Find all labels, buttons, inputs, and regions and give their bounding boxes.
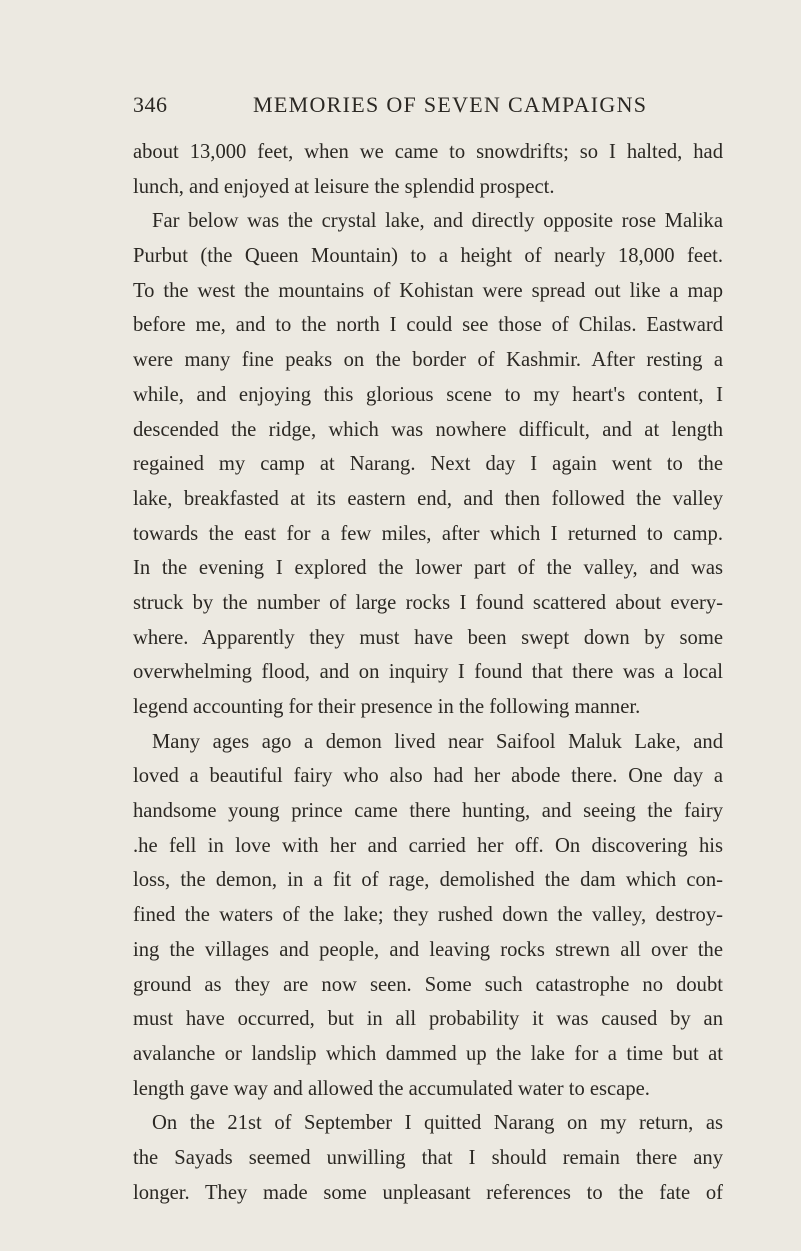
- text-line: ground as they are now seen. Some such catastrophe no doubt: [133, 973, 723, 996]
- text-line: about 13,000 feet, when we came to snowdrifts; so I halted, had: [133, 141, 723, 163]
- text-line: overwhelming flood, and on inquiry I found that there was a local: [133, 661, 723, 684]
- text-line: fined the waters of the lake; they rushed down the valley, destroy-: [133, 904, 723, 927]
- text-line: while, and enjoying this glorious scene to my heart's content, I: [133, 383, 723, 406]
- text-line: Many ages ago a demon lived near Saifool Maluk Lake, and: [152, 730, 723, 753]
- text-line: On the 21st of September I quitted Narang on my return, as: [152, 1112, 723, 1135]
- text-line: avalanche or landslip which dammed up the lake for a time but at: [133, 1042, 723, 1065]
- text-line: loss, the demon, in a fit of rage, demolished the dam which con-: [133, 869, 723, 892]
- text-line: must have occurred, but in all probability it was caused by an: [133, 1008, 723, 1031]
- running-head: [133, 92, 733, 122]
- text-line: loved a beautiful fairy who also had her abode there. One day a: [133, 765, 723, 788]
- text-line: In the evening I explored the lower part of the valley, and was: [133, 557, 723, 580]
- text-line: towards the east for a few miles, after which I returned to camp.: [133, 522, 723, 545]
- page-number: 346: [133, 92, 168, 117]
- text-line: ing the villages and people, and leaving rocks strewn all over the: [133, 938, 723, 961]
- body-text: [133, 135, 723, 1210]
- text-line: before me, and to the north I could see those of Chilas. Eastward: [133, 314, 723, 337]
- text-line: legend accounting for their presence in the following manner.: [133, 696, 641, 718]
- text-line: descended the ridge, which was nowhere difficult, and at length: [133, 418, 723, 441]
- text-line: struck by the number of large rocks I found scattered about every-: [133, 591, 723, 614]
- text-line: were many fine peaks on the border of Kashmir. After resting a: [133, 349, 723, 372]
- text-line: handsome young prince came there hunting, and seeing the fairy: [133, 800, 723, 823]
- running-title: MEMORIES OF SEVEN CAMPAIGNS: [253, 92, 648, 117]
- text-line: lunch, and enjoyed at leisure the splendid prospect.: [133, 175, 555, 198]
- text-line: Purbut (the Queen Mountain) to a height of nearly 18,000 feet.: [133, 245, 723, 268]
- text-line: lake, breakfasted at its eastern end, and then followed the valley: [133, 487, 723, 510]
- text-line: To the west the mountains of Kohistan were spread out like a map: [133, 279, 723, 302]
- text-line: Far below was the crystal lake, and directly opposite rose Malika: [152, 210, 723, 233]
- text-line: longer. They made some unpleasant references to the fate of: [133, 1181, 723, 1204]
- text-line: .he fell in love with her and carried her off. On discovering his: [133, 834, 723, 857]
- text-line: length gave way and allowed the accumulated water to escape.: [133, 1077, 650, 1100]
- text-line: the Sayads seemed unwilling that I should remain there any: [133, 1146, 723, 1169]
- text-line: regained my camp at Narang. Next day I again went to the: [133, 453, 723, 476]
- text-line: where. Apparently they must have been swept down by some: [133, 626, 723, 649]
